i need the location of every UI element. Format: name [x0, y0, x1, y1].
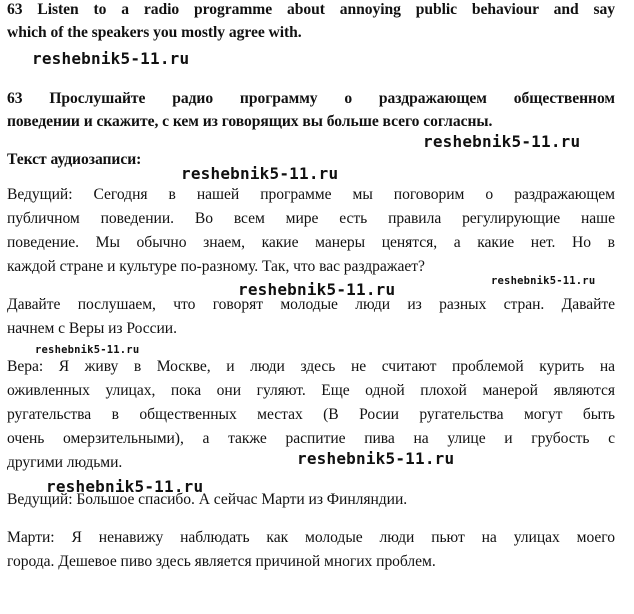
vera-line: оживленных улицах, пока они гуляют. Еще одной плохой манерой являются	[7, 382, 615, 399]
marti-line: Марти: Я ненавижу наблюдать как молодые люди пьют на улицах моего	[7, 529, 615, 546]
watermark: reshebnik5-11.ru	[46, 477, 204, 496]
marti-line: города. Дешевое пиво здесь является причиной многих проблем.	[7, 553, 436, 570]
host-line: Ведущий: Сегодня в нашей программе мы поговорим о раздражающем	[7, 186, 615, 203]
watermark: reshebnik5-11.ru	[181, 164, 339, 183]
transcript-heading: Текст аудиозаписи:	[7, 151, 142, 168]
vera-line: очень омерзительными), а также распитие пива на улице и грубость с	[7, 430, 615, 447]
watermark: reshebnik5-11.ru	[423, 132, 581, 151]
task-ru-line-2: поведении и скажите, с кем из говорящих вы больше всего согласны.	[7, 113, 493, 130]
vera-line: ругательства в общественных местах (В Росии ругательства могут быть	[7, 406, 615, 423]
host-line: Ведущий: Большое спасибо. А сейчас Марти из Финляндии.	[7, 491, 408, 508]
host-line: поведение. Мы обычно знаем, какие манеры ценятся, а какие нет. Но в	[7, 234, 615, 251]
watermark: reshebnik5-11.ru	[491, 275, 596, 287]
watermark: reshebnik5-11.ru	[297, 449, 455, 468]
vera-line: другими людьми.	[7, 454, 123, 471]
vera-line: Вера: Я живу в Москве, и люди здесь не считают проблемой курить на	[7, 358, 615, 375]
watermark: reshebnik5-11.ru	[238, 280, 396, 299]
task-en-line-1: 63 Listen to a radio programme about annoying public behaviour and say	[7, 1, 615, 18]
watermark: reshebnik5-11.ru	[35, 344, 140, 356]
task-en-line-2: which of the speakers you mostly agree with.	[7, 24, 302, 41]
host-line: Давайте послушаем, что говорят молодые люди из разных стран. Давайте	[7, 296, 615, 313]
host-line: публичном поведении. Во всем мире есть правила регулирующие наше	[7, 210, 615, 227]
host-line: каждой стране и культуре по-разному. Так, что вас раздражает?	[7, 258, 425, 275]
watermark: reshebnik5-11.ru	[32, 49, 190, 68]
host-line: начнем с Веры из России.	[7, 320, 177, 337]
task-ru-line-1: 63 Прослушайте радио программу о раздражающем общественном	[7, 90, 615, 107]
